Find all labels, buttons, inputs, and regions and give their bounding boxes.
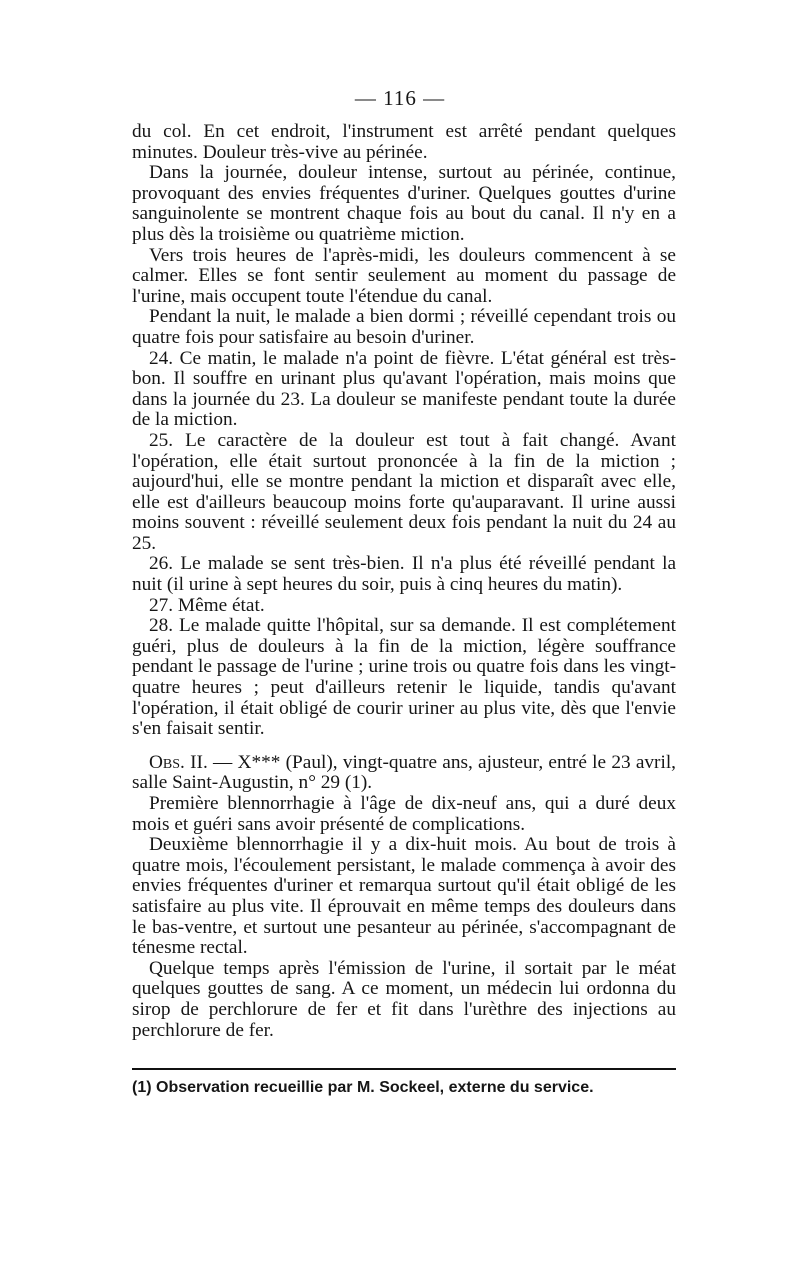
paragraph: 24. Ce matin, le malade n'a point de fièvre. L'état général est très-bon. Il souffre en urinant plus qu'avant l'opération, mais moins que dans la journée du 23. La douleur se manifeste pendant toute la durée de la miction. (132, 347, 676, 431)
paragraph: Vers trois heures de l'après-midi, les douleurs commencent à se calmer. Elles se font sentir seulement au moment du passage de l'urine, mais occupent toute l'étendue du canal. (132, 244, 676, 307)
observation-paragraph: Deuxième blennorrhagie il y a dix-huit mois. Au bout de trois à quatre mois, l'écoulement persistant, le malade commença à avoir des envies fréquentes d'uriner et remarqua surtout qu'il était obligé de les satisfaire au plus vite. Il éprouvait en même temps des douleurs dans le bas-ventre, et surtout une pesanteur au périnée, s'accompagnant de ténesme rectal. (132, 834, 676, 959)
observation-heading-text: — X*** (Paul), vingt-quatre ans, ajusteur, entré le 23 avril, salle Saint-Augustin, n° 29 (1). (132, 751, 676, 794)
paragraph: 25. Le caractère de la douleur est tout à fait changé. Avant l'opération, elle était surtout prononcée à la fin de la miction ; aujourd'hui, elle se montre pendant la miction et disparaît avec elle, elle est d'ailleurs beaucoup moins forte qu'auparavant. Il urine aussi moins souvent : réveillé seulement deux fois pendant la nuit du 24 au 25. (132, 429, 676, 554)
body-text (132, 122, 676, 1041)
paragraph: 26. Le malade se sent très-bien. Il n'a plus été réveillé pendant la nuit (il urine à sept heures du soir, puis à cinq heures du matin). (132, 553, 676, 596)
page-number: — 116 — (354, 86, 446, 110)
paragraph: 27. Même état. (149, 594, 265, 616)
paragraph: Pendant la nuit, le malade a bien dormi ; réveillé cependant trois ou quatre fois pour satisfaire au besoin d'uriner. (132, 306, 676, 348)
observation-paragraph: Première blennorrhagie à l'âge de dix-neuf ans, qui a duré deux mois et guéri sans avoir présenté de complications. (132, 793, 676, 835)
paragraph: Dans la journée, douleur intense, surtout au périnée, continue, provoquant des envies fréquentes d'uriner. Quelques gouttes d'urine sanguinolente se montrent chaque fois au bout du canal. Il n'y en a plus dès la troisième ou quatrième miction. (132, 162, 676, 245)
observation-paragraph: Quelque temps après l'émission de l'urine, il sortait par le méat quelques gouttes de sang. A ce moment, un médecin lui ordonna du sirop de perchlorure de fer et fit dans l'urèthre des injections au perchlorure de fer. (132, 957, 676, 1041)
observation-label: Obs. II. (149, 751, 208, 773)
footnote-divider (132, 1068, 676, 1070)
paragraph: du col. En cet endroit, l'instrument est arrêté pendant quelques minutes. Douleur très-vive au périnée. (132, 121, 676, 163)
footnote: (1) Observation recueillie par M. Sockeel, externe du service. (132, 1079, 594, 1096)
paragraph: 28. Le malade quitte l'hôpital, sur sa demande. Il est complétement guéri, plus de douleurs à la fin de la miction, légère souffrance pendant le passage de l'urine ; urine trois ou quatre fois dans les vingt-quatre heures ; peut d'ailleurs retenir le liquide, tandis qu'avant l'opération, il était obligé de courir uriner au plus vite, dès que l'envie s'en faisait sentir. (132, 615, 676, 740)
observation-heading (132, 753, 676, 794)
